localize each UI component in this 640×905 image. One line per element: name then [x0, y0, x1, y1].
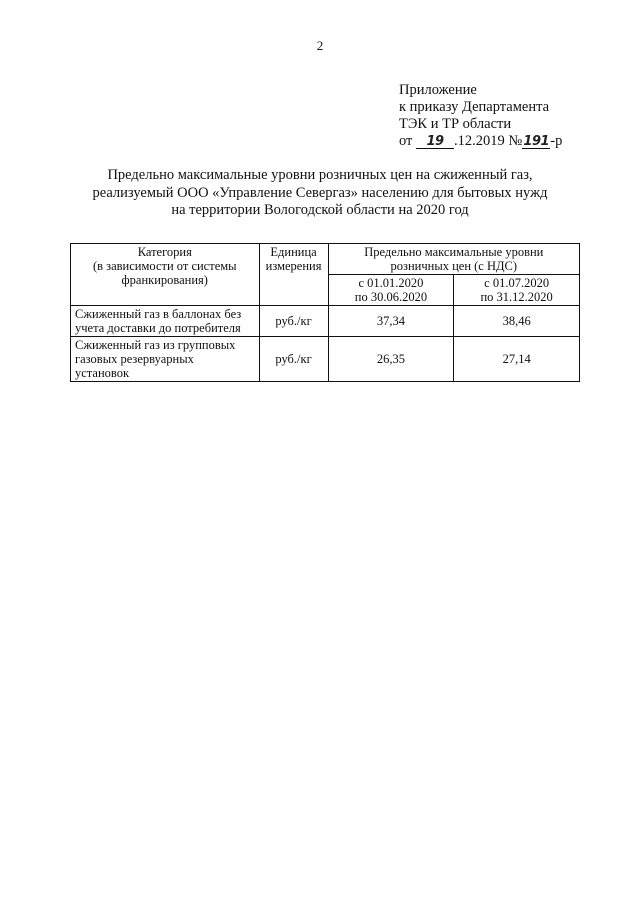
header-period-1 [328, 275, 454, 306]
period-1-line-1: с 01.01.2020 [358, 276, 424, 290]
row-1-unit: руб./кг [259, 306, 328, 337]
header-prices-line-1: Предельно максимальные уровни [364, 245, 544, 259]
header-category [71, 244, 260, 306]
date-rest: .12.2019 [454, 133, 505, 149]
header-prices-line-2: розничных цен (с НДС) [390, 259, 518, 273]
document-title [70, 167, 570, 220]
header-category-line-3: франкирования) [121, 273, 208, 287]
date-prefix: от [399, 133, 413, 149]
row-2-category-line-3: установок [75, 366, 130, 380]
row-1-category-line-2: учета доставки до потребителя [75, 321, 241, 335]
row-1-price-2: 38,46 [454, 306, 580, 337]
row-1-category-line-1: Сжиженный газ в баллонах без [75, 307, 242, 321]
row-1-category [71, 306, 260, 337]
number-suffix: -р [550, 133, 563, 149]
row-2-category-line-2: газовых резервуарных [75, 352, 194, 366]
number-prefix: № [508, 133, 523, 149]
appendix-block [399, 82, 562, 150]
table-header-row [71, 244, 580, 275]
row-2-price-1: 26,35 [328, 337, 454, 382]
header-unit-line-2: измерения [265, 259, 322, 273]
header-unit [259, 244, 328, 306]
header-unit-line-1: Единица [270, 245, 317, 259]
handwritten-day: 19 [416, 135, 454, 149]
table-row [71, 306, 580, 337]
row-1-price-1: 37,34 [328, 306, 454, 337]
appendix-line-3: ТЭК и ТР области [399, 116, 512, 132]
title-line-3: на территории Вологодской области на 2020 год [171, 202, 469, 218]
title-line-1: Предельно максимальные уровни розничных цен на сжиженный газ, [107, 167, 533, 183]
header-category-line-1: Категория [137, 245, 192, 259]
row-2-category [71, 337, 260, 382]
row-2-price-2: 27,14 [454, 337, 580, 382]
period-1-line-2: по 30.06.2020 [354, 290, 428, 304]
period-2-line-1: с 01.07.2020 [484, 276, 550, 290]
header-period-2 [454, 275, 580, 306]
price-table [70, 243, 580, 382]
handwritten-number: 191 [523, 134, 550, 149]
appendix-line-1: Приложение [399, 82, 477, 98]
appendix-line-2: к приказу Департамента [399, 99, 550, 115]
period-2-line-2: по 31.12.2020 [480, 290, 553, 304]
header-category-line-2: (в зависимости от системы [92, 259, 237, 273]
row-2-unit: руб./кг [259, 337, 328, 382]
header-prices [328, 244, 579, 275]
page-number: 2 [316, 38, 324, 53]
row-2-category-line-1: Сжиженный газ из групповых [75, 338, 236, 352]
title-line-2: реализуемый ООО «Управление Севергаз» населению для бытовых нужд [92, 184, 548, 201]
appendix-date-line [399, 133, 562, 150]
table-row [71, 337, 580, 382]
